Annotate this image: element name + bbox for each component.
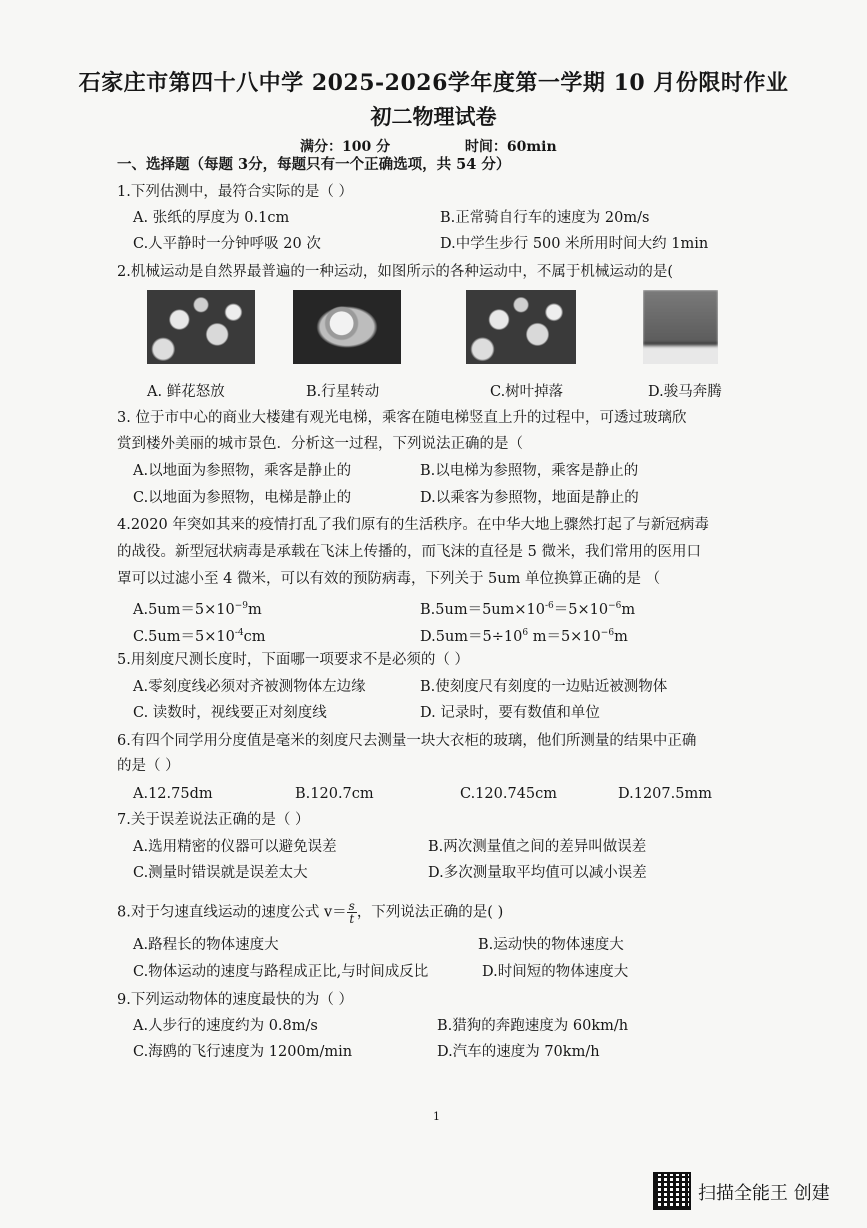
exam-title: 石家庄市第四十八中学 2025-2026学年度第一学期 10 月份限时作业 [78,70,789,96]
question-9-option-d: D.汽车的速度为 70km/h [437,1044,600,1060]
question-6-stem-line1: 6.有四个同学用分度值是毫米的刻度尺去测量一块大衣柜的玻璃，他们所测量的结果中正确 [117,733,697,749]
question-9-option-a: A.人步行的速度约为 0.8m/s [133,1018,318,1034]
question-7-option-d: D.多次测量取平均值可以减小误差 [428,865,647,881]
question-9-option-c: C.海鸥的飞行速度为 1200m/min [133,1044,353,1060]
page-number: 1 [433,1110,440,1123]
qr-code-icon [653,1172,691,1210]
question-1-option-d: D.中学生步行 500 米所用时间大约 1min [440,236,709,252]
question-4-option-b: $B.5um=5um\times 10^{-6}=5\times 10^{-6}m$ [420,601,636,618]
question-6-option-b: B.120.7cm [295,786,374,802]
question-6-option-a: A.12.75dm [133,786,213,802]
question-3-option-c: C.以地面为参照物，电梯是静止的 [133,490,352,506]
question-3-stem-line2: 赏到楼外美丽的城市景色．分析这一过程，下列说法正确的是（ [117,436,523,452]
question-8-option-b: B.运动快的物体速度大 [478,937,624,953]
question-9-stem: 9.下列运动物体的速度最快的为（ ） [117,992,353,1008]
question-5-stem: 5.用刻度尺测长度时，下面哪一项要求不是必须的（ ） [117,652,469,668]
question-4-option-c: $C.5um=5\times 10^{-4}cm$ [133,628,266,645]
section-heading: 一、选择题（每题 3分，每题只有一个正确选项，共 54 分） [117,156,511,173]
question-4-stem-line3: 罩可以过滤小至 4 微米，可以有效的预防病毒，下列关于 5um 单位换算正确的是 （ [117,571,661,587]
question-8-option-a: A.路程长的物体速度大 [133,937,279,953]
exam-time: 时间：60min [464,139,557,155]
question-3-stem-line1: 3. 位于市中心的商业大楼建有观光电梯，乘客在随电梯竖直上升的过程中，可透过玻璃欣 [117,410,687,426]
question-3-option-a: A.以地面为参照物，乘客是静止的 [133,463,352,479]
question-1-stem: 1.下列估测中，最符合实际的是（ ） [117,184,353,200]
question-1-option-b: B.正常骑自行车的速度为 20m/s [440,210,650,226]
question-2-option-b: B.行星转动 [306,384,380,400]
scanner-watermark: 扫描全能王 创建 [698,1183,830,1204]
velocity-formula: $\frac{s}{t}$ [348,899,355,926]
question-5-option-a: A.零刻度线必须对齐被测物体左边缘 [133,679,366,695]
planet-photo [293,290,401,364]
question-8-stem: 8.对于匀速直线运动的速度公式 v＝ $\frac{s}{t}$ ，下列说法正确的是( ) [117,899,504,926]
question-2-stem: 2.机械运动是自然界最普遍的一种运动，如图所示的各种运动中，不属于机械运动的是( [117,264,673,280]
question-4-stem-line1: 4.2020 年突如其来的疫情打乱了我们原有的生活秩序。在中华大地上骤然打起了与新冠病毒 [117,517,709,533]
question-2-option-c: C.树叶掉落 [490,384,564,400]
question-3-option-b: B.以电梯为参照物，乘客是静止的 [420,463,639,479]
question-8-option-c: C.物体运动的速度与路程成正比,与时间成反比 [133,964,429,980]
flower-photo [147,290,255,364]
question-7-stem: 7.关于误差说法正确的是（ ） [117,812,310,828]
horse-photo [643,290,718,364]
question-6-option-d: D.1207.5mm [618,786,712,802]
exam-meta [300,136,557,156]
question-7-option-a: A.选用精密的仪器可以避免误差 [133,839,337,855]
question-5-option-d: D. 记录时，要有数值和单位 [420,705,600,721]
question-5-option-b: B.使刻度尺有刻度的一边贴近被测物体 [420,679,668,695]
question-6-option-c: C.120.745cm [460,786,558,802]
question-4-option-d: $D.5um=5\div 10^6$ $m=5\times 10^{-6}m$ [420,628,628,645]
question-2-option-a: A. 鲜花怒放 [147,384,225,400]
question-7-option-c: C.测量时错误就是误差太大 [133,865,308,881]
question-4-option-a: $A.5um=5\times 10^{-9}m$ [133,601,262,618]
exam-subtitle: 初二物理试卷 [370,104,497,129]
question-8-option-d: D.时间短的物体速度大 [482,964,629,980]
question-4-stem-line2: 的战役。新型冠状病毒是承载在飞沫上传播的，而飞沫的直径是 5 微米，我们常用的医用口 [117,544,701,560]
question-1-option-c: C.人平静时一分钟呼吸 20 次 [133,236,321,252]
question-2-option-d: D.骏马奔腾 [648,384,722,400]
question-9-option-b: B.猎狗的奔跑速度为 60km/h [437,1018,629,1034]
question-3-option-d: D.以乘客为参照物，地面是静止的 [420,490,639,506]
question-7-option-b: B.两次测量值之间的差异叫做误差 [428,839,647,855]
full-score: 满分：100 分 [300,139,391,155]
question-1-option-a: A. 张纸的厚度为 0.1cm [133,210,290,226]
question-6-stem-line2: 的是（ ） [117,758,180,774]
question-5-option-c: C. 读数时，视线要正对刻度线 [133,705,327,721]
leaves-photo [466,290,576,364]
